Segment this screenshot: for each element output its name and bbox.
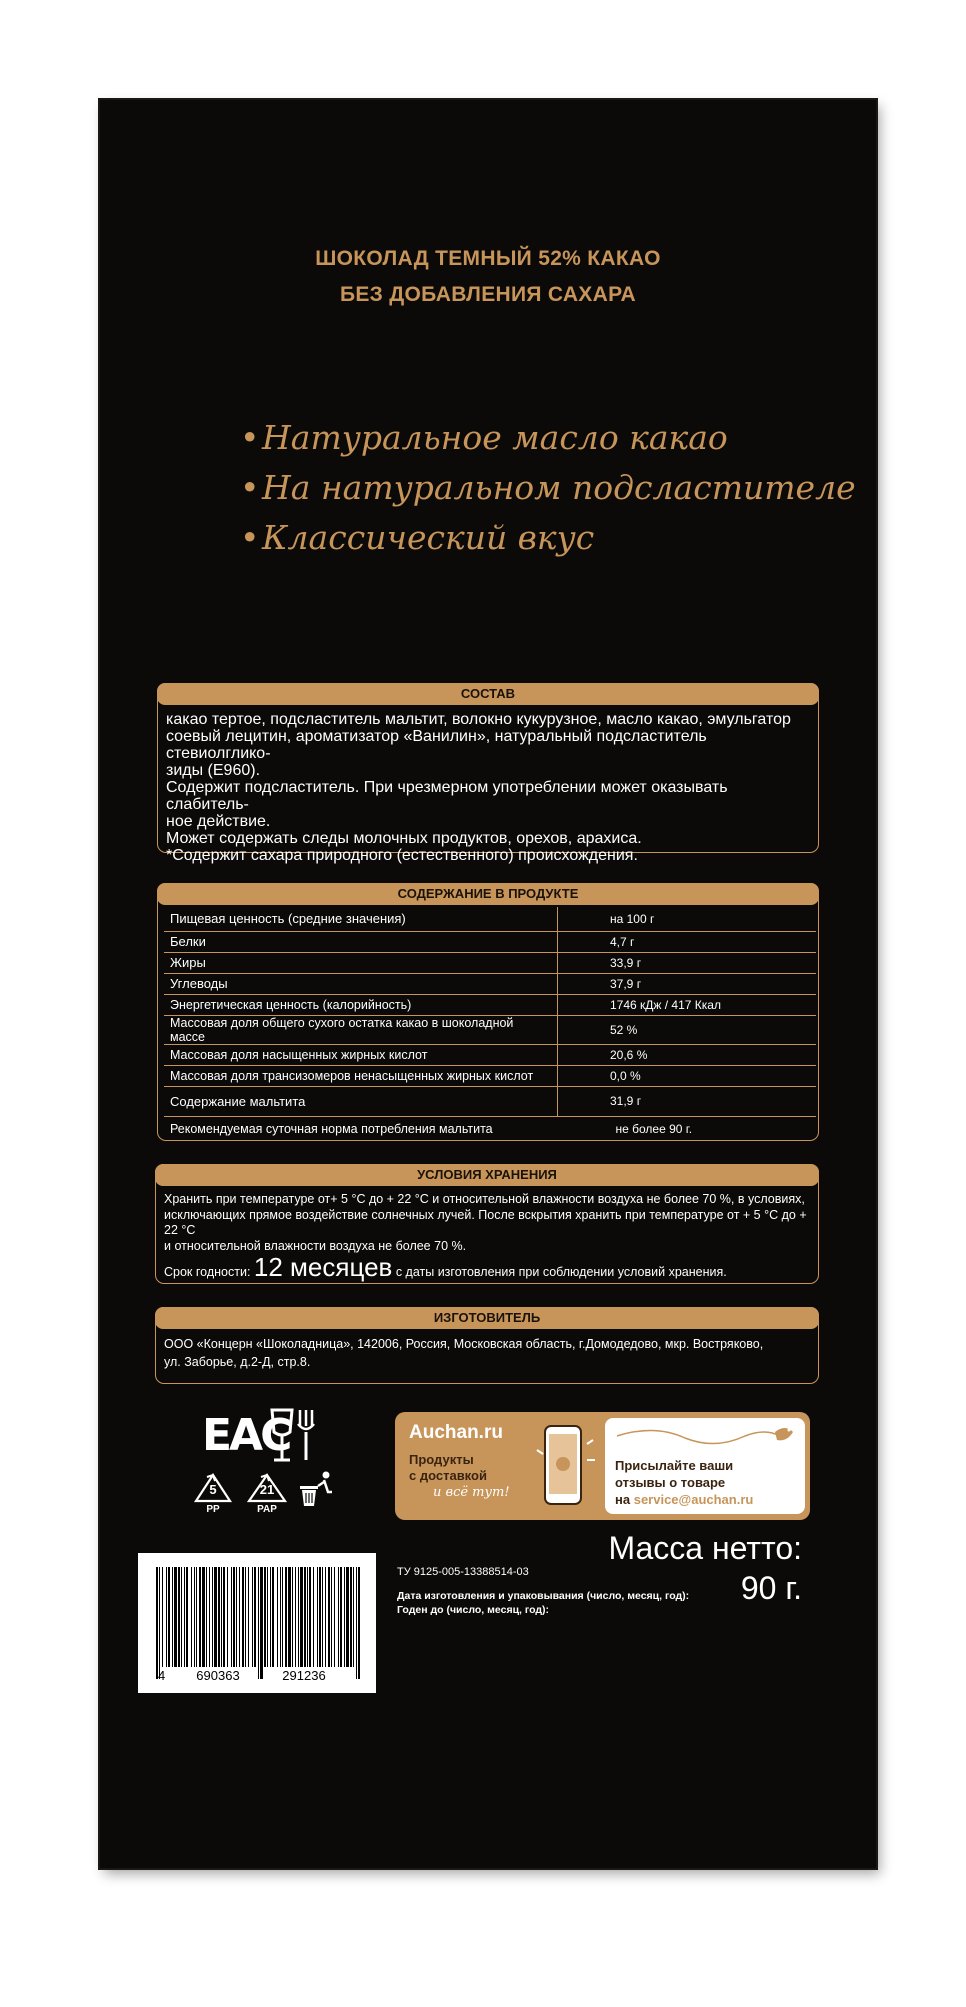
table-row — [164, 1065, 816, 1086]
barcode-digit: 4 — [158, 1668, 166, 1683]
table-row — [164, 1086, 816, 1116]
barcode-bar — [168, 1567, 170, 1667]
barcode-bar — [245, 1567, 246, 1667]
nutrition-value: 37,9 г — [558, 973, 817, 994]
promo-feedback-panel — [605, 1418, 805, 1514]
composition-line: зиды (Е960). — [166, 762, 261, 779]
barcode-bar — [334, 1567, 335, 1667]
storage-line: и относительной влажности воздуха не более 70 %. — [164, 1238, 467, 1253]
barcode-bar — [285, 1567, 287, 1667]
feature-text: Натуральное масло какао — [262, 418, 728, 457]
nutrition-value: на 100 г — [558, 907, 817, 931]
trash-bin-icon — [298, 1470, 334, 1508]
barcode-bar — [227, 1567, 228, 1667]
nutrition-section — [157, 883, 819, 1141]
barcode-bar — [233, 1567, 235, 1667]
barcode-bar — [181, 1567, 182, 1667]
barcode-bar — [325, 1567, 326, 1667]
barcode-bar — [199, 1567, 201, 1667]
recycle-code: PP — [206, 1504, 220, 1515]
nutrition-label: Жиры — [164, 952, 558, 973]
promo-feedback-text: Присылайте ваши — [615, 1458, 734, 1473]
table-row — [164, 1116, 816, 1142]
barcode-digits-left: 690363 — [178, 1668, 258, 1683]
manufacturer-line: ул. Заборье, д.2-Д, стр.8. — [164, 1355, 311, 1369]
net-weight-value: 90 г. — [740, 1570, 802, 1606]
storage-text — [164, 1192, 810, 1281]
barcode-bar — [307, 1567, 308, 1667]
barcode-bar — [350, 1567, 352, 1667]
composition-line: *Содержит сахара природного (естественного) происхождения. — [166, 847, 638, 864]
manufacturer-section — [155, 1307, 819, 1384]
barcode-bar — [313, 1567, 314, 1667]
recycle-pp-icon — [193, 1472, 233, 1516]
nutrition-label: Энергетическая ценность (калорийность) — [164, 994, 558, 1015]
barcode-bar — [309, 1567, 311, 1667]
storage-line: исключающих прямое воздействие солнечных лучей. После вскрытия хранить при температуре от + 5 °С до + 22 °С — [164, 1207, 807, 1237]
nutrition-heading: СОДЕРЖАНИЕ В ПРОДУКТЕ — [157, 883, 819, 905]
feature-bullet: •На натуральном подсластителе — [240, 468, 856, 507]
barcode-bar — [338, 1567, 339, 1667]
food-safe-icon — [268, 1406, 324, 1466]
table-row — [164, 994, 816, 1015]
barcode-bar — [252, 1567, 253, 1667]
barcode-bar — [159, 1567, 160, 1679]
shelf-life-prefix: Срок годности: — [164, 1265, 251, 1279]
barcode-bar — [319, 1567, 321, 1667]
feature-text: Классический вкус — [262, 518, 595, 557]
composition-section — [157, 683, 819, 864]
barcode-bar — [344, 1567, 345, 1667]
barcode-bar — [258, 1567, 259, 1679]
nutrition-value: 31,9 г — [558, 1086, 817, 1116]
barcode-bar — [331, 1567, 332, 1667]
barcode-bar — [184, 1567, 185, 1667]
recycle-number: 5 — [209, 1482, 217, 1497]
barcode-bar — [254, 1567, 256, 1667]
barcode-bar — [272, 1567, 274, 1667]
nutrition-label: Пищевая ценность (средние значения) — [164, 907, 558, 931]
barcode-bar — [206, 1567, 207, 1667]
table-row — [164, 973, 816, 994]
nutrition-label: Массовая доля общего сухого остатка какао в шоколадной массе — [164, 1015, 558, 1044]
eac-icon: ЕАС — [202, 1410, 290, 1461]
barcode-bar — [221, 1567, 222, 1667]
barcode-bar — [214, 1567, 217, 1667]
nutrition-value: 33,9 г — [558, 952, 817, 973]
composition-line: Содержит подсластитель. При чрезмерном употреблении может оказывать слабитель- — [166, 779, 728, 813]
barcode-bar — [277, 1567, 278, 1667]
barcode-bar — [304, 1567, 306, 1667]
nutrition-value: не более 90 г. — [615, 1122, 693, 1137]
barcode-bar — [212, 1567, 213, 1667]
composition-line: Может содержать следы молочных продуктов, орехов, арахиса. — [166, 830, 642, 847]
net-weight-label: Масса нетто: — [608, 1530, 802, 1566]
barcode-digits-right: 291236 — [264, 1668, 344, 1683]
barcode-bar — [353, 1567, 354, 1667]
promo-feedback-prefix: на — [615, 1492, 631, 1507]
nutrition-value: 1746 кДж / 417 Ккал — [558, 994, 817, 1015]
barcode-bar — [282, 1567, 283, 1667]
storage-section — [155, 1164, 819, 1284]
barcode-bar — [166, 1567, 167, 1667]
barcode-bar — [178, 1567, 180, 1667]
nutrition-label: Массовая доля насыщенных жирных кислот — [164, 1044, 558, 1065]
barcode-bar — [186, 1567, 188, 1667]
feature-bullet: •Классический вкус — [240, 518, 595, 557]
auchan-promo-banner — [395, 1412, 810, 1520]
nutrition-label: Белки — [164, 931, 558, 952]
nutrition-label: Углеводы — [164, 973, 558, 994]
barcode-bar — [267, 1567, 268, 1667]
barcode-bar — [328, 1567, 330, 1667]
promo-feedback-text: отзывы о товаре — [615, 1475, 726, 1490]
barcode-bar — [218, 1567, 220, 1667]
barcode-bar — [288, 1567, 291, 1667]
promo-feedback-email-line — [615, 1492, 753, 1507]
nutrition-value: 4,7 г — [558, 931, 817, 952]
manufacturer-heading: ИЗГОТОВИТЕЛЬ — [155, 1307, 819, 1329]
nutrition-table — [164, 907, 816, 1142]
barcode-bar — [264, 1567, 266, 1667]
nutrition-value: 0,0 % — [558, 1065, 817, 1086]
product-title-line1: ШОКОЛАД ТЕМНЫЙ 52% КАКАО — [315, 247, 661, 270]
barcode-bar — [298, 1567, 299, 1667]
barcode-bar — [196, 1567, 197, 1667]
expiry-date-label: Годен до (число, месяц, год): — [397, 1604, 550, 1616]
table-row — [164, 931, 816, 952]
barcode-bar — [202, 1567, 205, 1667]
table-row — [164, 1044, 816, 1065]
barcode — [138, 1553, 376, 1693]
barcode-bar — [156, 1567, 158, 1679]
composition-line: ное действие. — [166, 813, 271, 830]
composition-text — [166, 711, 810, 864]
barcode-bar — [270, 1567, 271, 1667]
tu-standard: ТУ 9125-005-13388514-03 — [397, 1566, 529, 1578]
table-row — [164, 952, 816, 973]
barcode-bar — [191, 1567, 192, 1667]
recycle-number: 21 — [259, 1482, 275, 1497]
barcode-bar — [358, 1567, 360, 1679]
recycle-code: PAP — [257, 1504, 277, 1515]
promo-text: Продукты — [409, 1452, 474, 1467]
product-title-line2: БЕЗ ДОБАВЛЕНИЯ САХАРА — [339, 283, 637, 306]
barcode-bar — [346, 1567, 349, 1667]
recycle-pap-icon — [246, 1472, 288, 1516]
barcode-bar — [280, 1567, 281, 1667]
barcode-bar — [209, 1567, 210, 1667]
manufacture-date-label: Дата изготовления и упаковывания (число, месяц, год): — [397, 1590, 690, 1602]
barcode-bar — [292, 1567, 293, 1667]
shelf-life-suffix: с даты изготовления при соблюдении условий хранения. — [395, 1265, 727, 1279]
nutrition-label: Рекомендуемая суточная норма потребления мальтита — [170, 1122, 493, 1137]
manufacturer-text — [164, 1335, 810, 1371]
feature-bullet: •Натуральное масло какао — [240, 418, 728, 457]
barcode-bar — [295, 1567, 296, 1667]
smartphone-icon — [533, 1420, 597, 1512]
barcode-bar — [300, 1567, 303, 1667]
composition-line: какао тертое, подсластитель мальтит, волокно кукурузное, масло какао, эмульгатор — [166, 711, 791, 728]
shelf-life — [164, 1252, 810, 1282]
table-row — [164, 1015, 816, 1044]
barcode-bar — [162, 1567, 163, 1667]
storage-heading: УСЛОВИЯ ХРАНЕНИЯ — [155, 1164, 819, 1186]
promo-slogan: и всё тут! — [433, 1485, 510, 1500]
barcode-bar — [194, 1567, 195, 1667]
table-row — [164, 907, 816, 931]
barcode-bar — [317, 1567, 318, 1667]
barcode-bar — [340, 1567, 342, 1667]
promo-text: с доставкой — [409, 1468, 487, 1483]
composition-heading: СОСТАВ — [157, 683, 819, 705]
barcode-bar — [260, 1567, 263, 1679]
barcode-bar — [172, 1567, 173, 1667]
nutrition-value: 20,6 % — [558, 1044, 817, 1065]
composition-line: соевый лецитин, ароматизатор «Ванилин», натуральный подсластитель стевиолглико- — [166, 728, 707, 762]
barcode-bar — [239, 1567, 240, 1667]
promo-email-link[interactable]: service@auchan.ru — [633, 1492, 754, 1507]
auchan-brand: Auchan.ru — [409, 1422, 503, 1443]
barcode-bar — [356, 1567, 357, 1679]
barcode-bar — [248, 1567, 249, 1667]
barcode-bar — [322, 1567, 323, 1667]
barcode-bar — [231, 1567, 232, 1667]
barcode-bar — [174, 1567, 177, 1667]
storage-line: Хранить при температуре от+ 5 °С до + 22 °С и относительной влажности воздуха не более 70 %, в условиях, — [164, 1192, 805, 1206]
shelf-life-value: 12 месяцев — [253, 1252, 393, 1282]
barcode-bar — [236, 1567, 237, 1667]
nutrition-label: Содержание мальтита — [164, 1086, 558, 1116]
barcode-bar — [242, 1567, 244, 1667]
nutrition-label: Массовая доля трансизомеров ненасыщенных жирных кислот — [164, 1065, 558, 1086]
manufacturer-line: ООО «Концерн «Шоколадница», 142006, Россия, Московская область, г.Домодедово, мкр. Востряково, — [164, 1337, 764, 1351]
nutrition-value: 52 % — [558, 1015, 817, 1044]
barcode-bar — [223, 1567, 225, 1667]
bird-icon — [615, 1422, 800, 1454]
feature-text: На натуральном подсластителе — [262, 468, 856, 507]
